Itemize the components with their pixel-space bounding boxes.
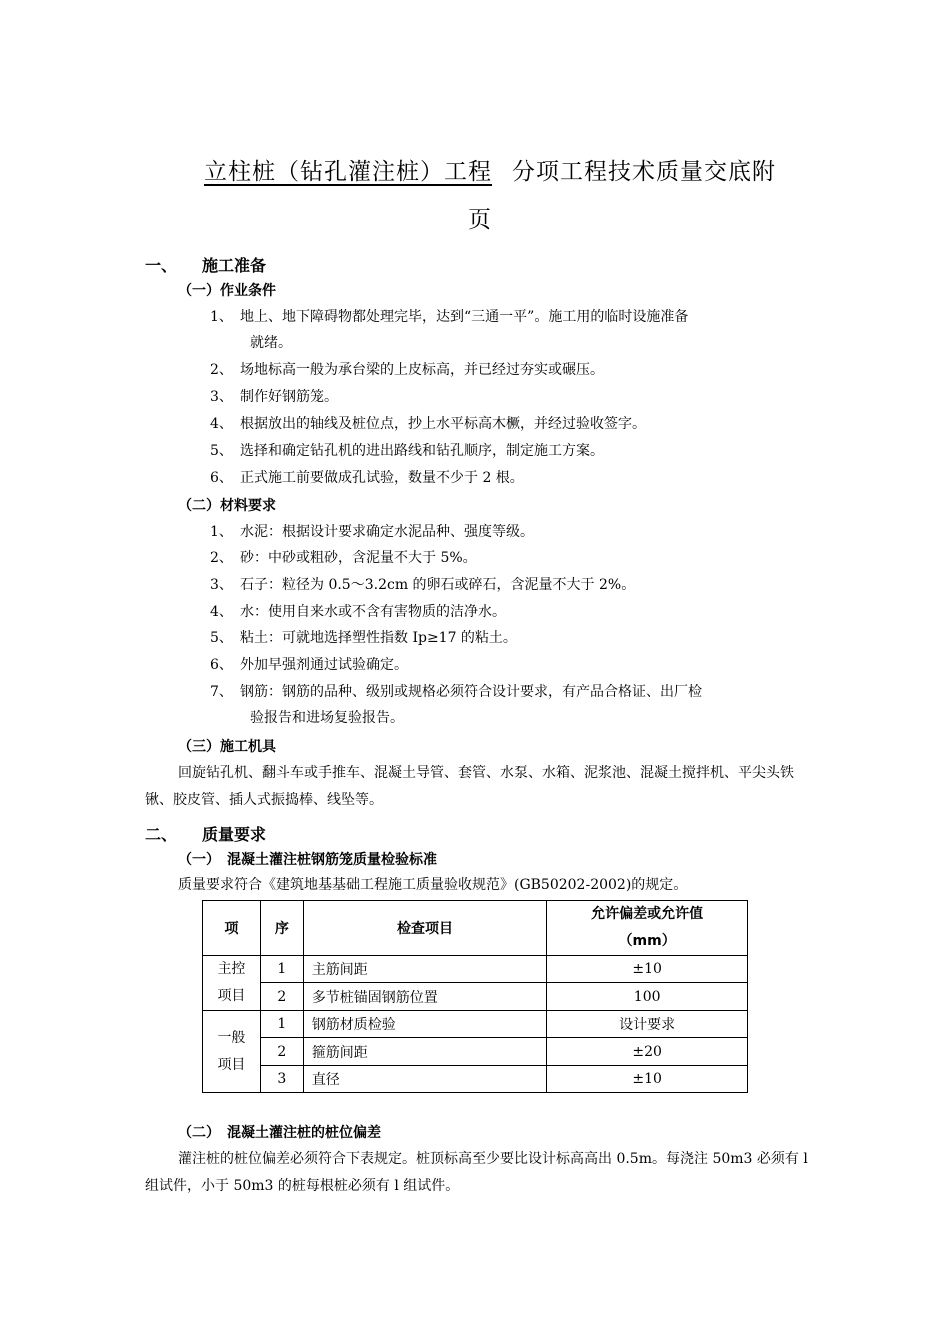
item-text: 场地标高一般为承台梁的上皮标高，并已经过夯实或碾压。 [240,362,604,378]
list-item [210,465,810,491]
item-cell: 多节桩锚固钢筋位置 [303,983,546,1011]
subsection-heading: （一）作业条件 [178,283,276,299]
item-text: 水泥：根据设计要求确定水泥品种、强度等级。 [240,524,534,540]
subsection-heading: （一） 混凝土灌注桩钢筋笼质量检验标准 [178,852,437,868]
value-cell: 设计要求 [547,1011,748,1038]
item-text-continued: 就绪。 [250,335,292,351]
list-item [210,304,810,356]
seq-cell: 2 [260,1038,303,1066]
section-heading [145,824,266,846]
item-text: 外加早强剂通过试验确定。 [240,657,408,673]
paragraph: 灌注桩的桩位偏差必须符合下表规定。桩顶标高至少要比设计标高高出 0.5m。每浇注 50m3 必须有 l 组试件，小于 50m3 的桩每根桩必须有 l 组试件。 [145,1151,808,1194]
section-heading [145,255,266,277]
seq-cell: 1 [260,956,303,983]
value-cell: ±10 [547,1066,748,1093]
document-title [140,157,820,187]
subsection-heading: （三）施工机具 [178,739,276,755]
item-number: 1、 [210,309,233,325]
header-cell [547,901,748,956]
header-cell: 序 [260,901,303,956]
list-item [210,411,810,437]
table-row [203,1011,748,1038]
item-text: 石子：粒径为 0.5～3.2cm 的卵石或碎石，含泥量不大于 2%。 [240,577,636,593]
list-item [210,519,810,545]
item-text: 水：使用自来水或不含有害物质的洁净水。 [240,604,506,620]
item-text: 钢筋：钢筋的品种、级别或规格必须符合设计要求，有产品合格证、出厂检 [240,684,702,700]
subsection-heading: （二）材料要求 [178,498,276,514]
item-number: 6、 [210,657,233,673]
group-cell [203,956,261,1011]
group-label: 项目 [217,1056,246,1073]
list-item [210,652,810,678]
table-header-row [203,901,748,956]
item-number: 4、 [210,604,233,620]
table-row [203,1038,748,1066]
item-number: 3、 [210,577,233,593]
value-cell: ±10 [547,956,748,983]
seq-cell: 1 [260,1011,303,1038]
seq-cell: 2 [260,983,303,1011]
group-label: 一般 [217,1029,246,1046]
item-text: 根据放出的轴线及桩位点，抄上水平标高木橛，并经过验收签字。 [240,416,646,432]
table-row [203,956,748,983]
item-number: 2、 [210,550,233,566]
item-number: 2、 [210,362,233,378]
quality-table [202,900,748,1093]
item-number: 5、 [210,443,233,459]
item-number: 7、 [210,684,233,700]
list-item [210,625,810,651]
list-item [210,572,810,598]
item-text: 制作好钢筋笼。 [240,389,338,405]
item-text-continued: 验报告和进场复验报告。 [250,710,404,726]
item-number: 3、 [210,389,233,405]
section-number: 一、 [145,256,178,275]
table-row [203,983,748,1011]
header-cell-line: （mm） [618,933,676,949]
item-cell: 直径 [303,1066,546,1093]
item-text: 选择和确定钻孔机的进出路线和钻孔顺序，制定施工方案。 [240,443,604,459]
list-item [210,384,810,410]
group-label: 项目 [217,988,246,1004]
item-number: 1、 [210,524,233,540]
item-text: 砂：中砂或粗砂，含泥量不大于 5%。 [240,550,477,566]
header-cell: 检查项目 [303,901,546,956]
title-rest: 分项工程技术质量交底附 [512,159,776,185]
list-item [210,438,810,464]
seq-cell: 3 [260,1066,303,1093]
item-text: 粘土：可就地选择塑性指数 Ip≥17 的粘土。 [240,630,517,646]
subsection-heading: （二） 混凝土灌注桩的桩位偏差 [178,1125,381,1141]
item-text: 正式施工前要做成孔试验，数量不少于 2 根。 [240,470,524,486]
paragraph: 质量要求符合《建筑地基基础工程施工质量验收规范》(GB50202-2002)的规定。 [178,877,688,893]
item-number: 6、 [210,470,233,486]
value-cell: 100 [547,983,748,1011]
section-title: 质量要求 [202,825,267,844]
item-number: 4、 [210,416,233,432]
value-cell: ±20 [547,1038,748,1066]
table-row [203,1066,748,1093]
list-item [210,545,810,571]
item-number: 5、 [210,630,233,646]
section-title: 施工准备 [202,256,267,275]
group-cell [203,1011,261,1093]
title-project-name: 立柱桩（钻孔灌注桩）工程 [204,159,492,185]
item-cell: 箍筋间距 [303,1038,546,1066]
list-item [210,357,810,383]
document-title-line2: 页 [468,207,492,233]
section-number: 二、 [145,825,178,844]
list-item [210,679,810,731]
paragraph: 回旋钻孔机、翻斗车或手推车、混凝土导管、套管、水泵、水箱、泥浆池、混凝土搅拌机、平尖头铁锹、胶皮管、插人式振捣棒、线坠等。 [145,765,794,808]
header-cell-line: 允许偏差或允许值 [591,906,704,922]
list-item [210,599,810,625]
header-cell: 项 [203,901,261,956]
item-cell: 主筋间距 [303,956,546,983]
item-cell: 钢筋材质检验 [303,1011,546,1038]
group-label: 主控 [217,961,246,977]
item-text: 地上、地下障碍物都处理完毕，达到“三通一平”。施工用的临时设施准备 [240,309,689,325]
